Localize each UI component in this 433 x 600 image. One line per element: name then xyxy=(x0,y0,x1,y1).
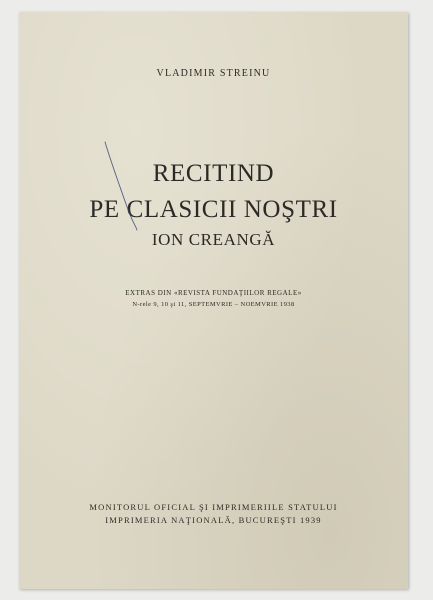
subtitle: ION CREANGĂ xyxy=(151,230,276,249)
title-line-1: RECITIND xyxy=(152,160,275,187)
publisher-line-1: MONITORUL OFICIAL ŞI IMPRIMERIILE STATULUI xyxy=(89,502,338,512)
extract-issue: N-rele 9, 10 şi 11, SEPTEMVRIE – NOEMVRIE 1938 xyxy=(132,301,295,308)
extract-source: EXTRAS DIN «REVISTA FUNDAŢIILOR REGALE» xyxy=(125,289,302,297)
title-line-2: PE CLASICII NOŞTRI xyxy=(89,196,338,223)
book-cover xyxy=(19,12,408,589)
pen-stroke-mark xyxy=(19,12,408,589)
publisher-line-2: IMPRIMERIA NAŢIONALĂ, BUCUREŞTI 1939 xyxy=(105,515,322,525)
author-name: VLADIMIR STREINU xyxy=(156,68,271,79)
